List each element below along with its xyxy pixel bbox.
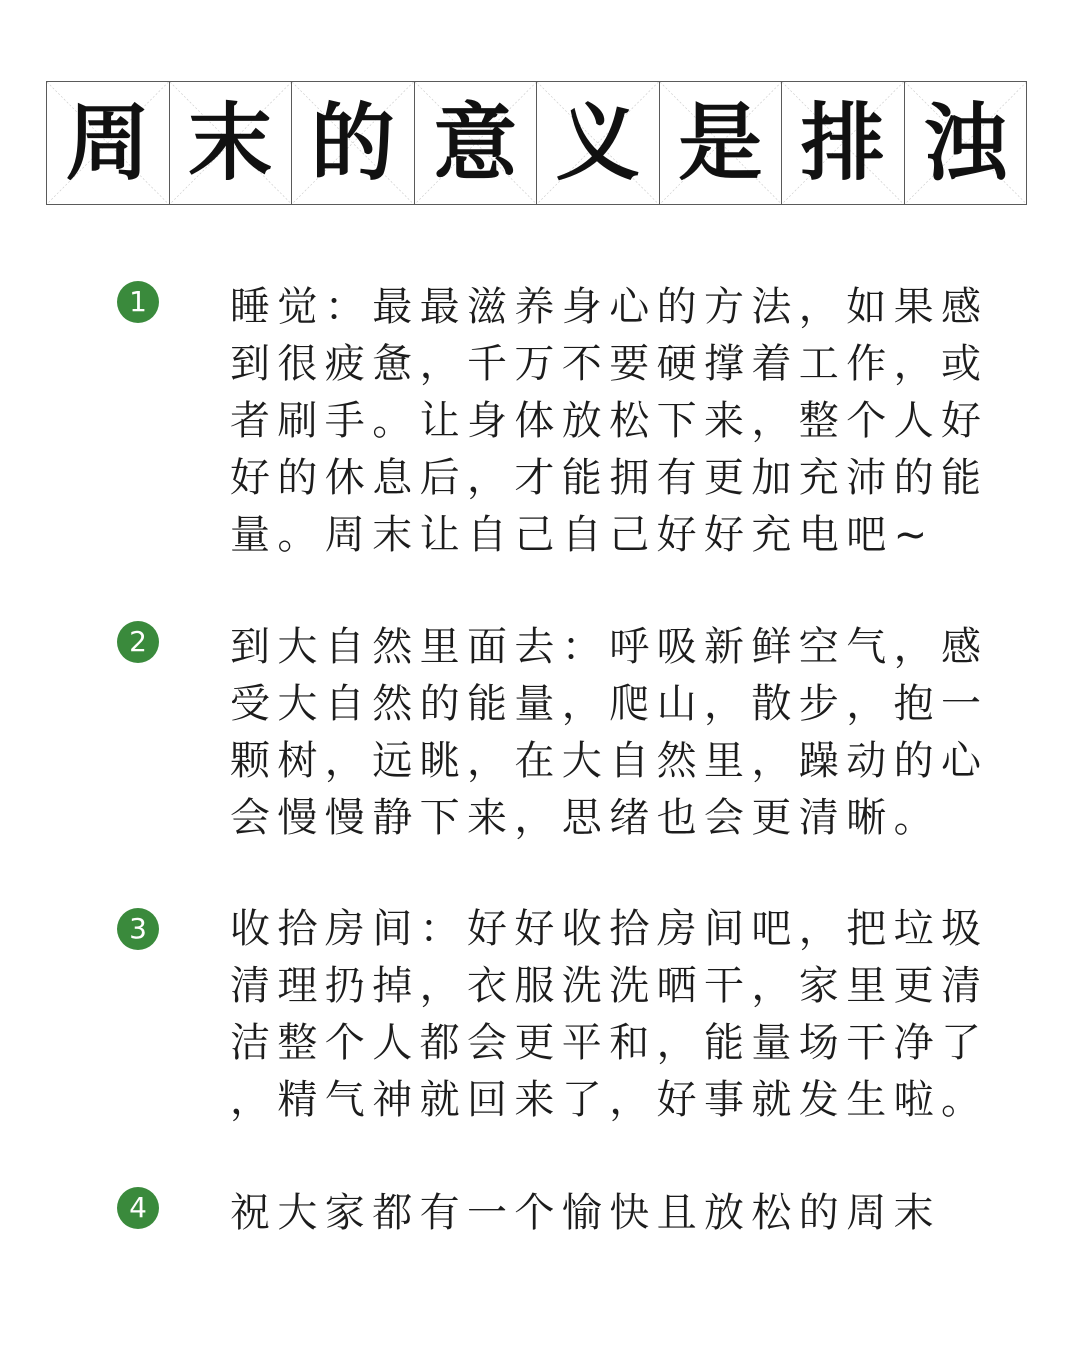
item-text: 睡觉：最最滋养身心的方法，如果感 到很疲惫，千万不要硬撑着工作，或 者刷手。让身体放松下来，整个人好 好的休息后，才能拥有更加充沛的能 量。周末让自己自己好好充电吧~ (230, 284, 989, 558)
number-badge: 2 (117, 621, 159, 663)
item-text: 收拾房间：好好收拾房间吧，把垃圾 清理扔掉，衣服洗洗晒干，家里更清 洁整个人都会更平和，能量场干净了 ，精气神就回来了，好事就发生啦。 (230, 906, 989, 1123)
title-char: 是 (678, 94, 763, 192)
title-cell (782, 82, 905, 204)
item-text: 祝大家都有一个愉快且放松的周末 (230, 1190, 941, 1236)
title-char: 浊 (923, 94, 1008, 192)
number-badge: 4 (117, 1187, 159, 1229)
title-cell (415, 82, 538, 204)
title-char: 的 (310, 94, 395, 192)
title-cell (170, 82, 293, 204)
number-badge: 3 (117, 908, 159, 950)
number-badge: 1 (117, 281, 159, 323)
title-cell (47, 82, 170, 204)
title-cell (292, 82, 415, 204)
title-cell (660, 82, 783, 204)
title-char: 排 (800, 94, 885, 192)
item-text: 到大自然里面去：呼吸新鲜空气，感 受大自然的能量，爬山，散步，抱一 颗树，远眺，在大自然里，躁动的心 会慢慢静下来，思绪也会更清晰。 (230, 624, 989, 841)
title-grid (46, 81, 1027, 205)
title-char: 义 (555, 94, 640, 192)
title-char: 周 (65, 94, 150, 192)
title-cell (537, 82, 660, 204)
title-char: 末 (188, 94, 273, 192)
title-cell (905, 82, 1028, 204)
title-char: 意 (433, 94, 518, 192)
